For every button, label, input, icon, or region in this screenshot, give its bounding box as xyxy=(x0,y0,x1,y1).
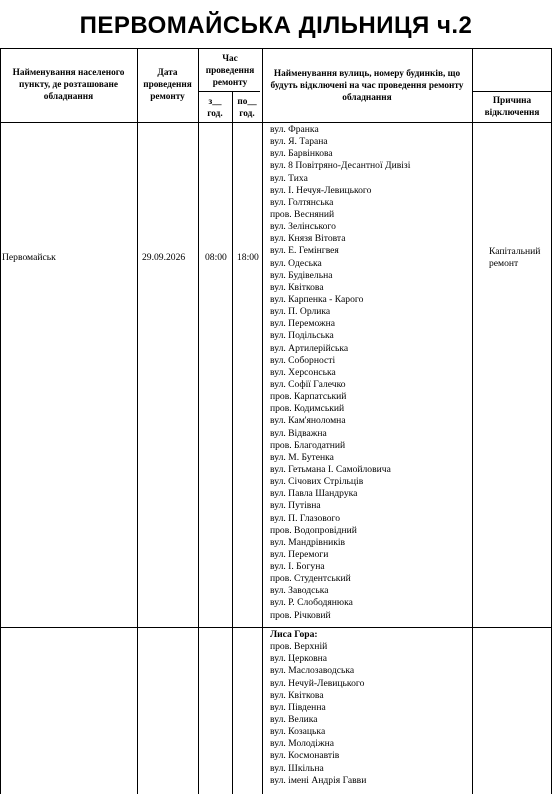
street-item: вул. Січових Стрільців xyxy=(270,476,364,488)
street-item: вул. М. Бутенка xyxy=(270,451,334,463)
street-item: вул. Голтянська xyxy=(270,196,334,208)
header-time-from: з__ год. xyxy=(207,97,223,119)
column-divider xyxy=(472,48,473,794)
street-item: вул. Мандрівників xyxy=(270,536,346,548)
date-cell: 29.09.2026 xyxy=(142,252,186,263)
street-item: вул. Князя Вітовта xyxy=(270,233,346,245)
street-item: вул. Зелінського xyxy=(270,221,336,233)
street-item: вул. Космонавтів xyxy=(270,750,340,762)
street-item: пров. Річковий xyxy=(270,609,331,621)
street-item: вул. Соборності xyxy=(270,354,336,366)
street-item: вул. Шкільна xyxy=(270,762,324,774)
street-item: вул. Павла Шандрука xyxy=(270,488,358,500)
street-list-lysa-hora xyxy=(270,629,366,787)
street-item: вул. Я. Тарана xyxy=(270,136,328,148)
street-item: вул. Р. Слободянюка xyxy=(270,597,353,609)
reason-header-top-border xyxy=(472,91,552,92)
street-item: вул. Заводська xyxy=(270,585,329,597)
street-item: вул. П. Глазового xyxy=(270,512,341,524)
table-top-border xyxy=(0,48,552,49)
header-date: Дата проведення ремонту xyxy=(143,68,192,102)
street-item: вул. Маслозаводська xyxy=(270,665,355,677)
street-item: вул. Херсонська xyxy=(270,366,336,378)
header-time: Час проведення ремонту xyxy=(205,54,255,88)
street-item: вул. Нечуй-Левицького xyxy=(270,677,365,689)
street-item: пров. Благодатний xyxy=(270,439,346,451)
street-item: вул. Перемоги xyxy=(270,548,329,560)
street-item: вул. Артилерійська xyxy=(270,342,349,354)
street-item: вул. Франка xyxy=(270,124,319,135)
street-item: вул. Барвінкова xyxy=(270,148,333,160)
street-item: вул. І. Богуна xyxy=(270,561,325,573)
street-item: вул. Будівельна xyxy=(270,269,333,281)
column-divider xyxy=(232,91,233,794)
street-item: вул. Молодіжна xyxy=(270,738,334,750)
street-item: вул. І. Нечуя-Левицького xyxy=(270,184,372,196)
street-item: пров. Верхній xyxy=(270,641,328,653)
row-divider xyxy=(0,627,552,628)
time-header-divider xyxy=(198,91,260,92)
street-item: вул. Подільська xyxy=(270,330,334,342)
street-item: пров. Весняний xyxy=(270,208,335,220)
time-from-cell: 08:00 xyxy=(205,252,227,263)
reason-cell: Капітальний ремонт xyxy=(489,246,541,269)
street-item: пров. Карпатський xyxy=(270,391,347,403)
header-settlement: Найменування населеного пункту, де розташоване обладнання xyxy=(12,68,125,102)
column-divider xyxy=(137,48,138,794)
time-to-cell: 18:00 xyxy=(237,252,259,263)
street-item: вул. Козацька xyxy=(270,726,326,738)
street-item: вул. Софії Галечко xyxy=(270,378,346,390)
header-time-to: по__ год. xyxy=(237,97,257,119)
street-item: пров. Студентський xyxy=(270,573,351,585)
street-item: вул. Путівна xyxy=(270,500,321,512)
street-item: вул. Переможна xyxy=(270,318,336,330)
street-item: вул. Південна xyxy=(270,701,326,713)
street-group-heading: Лиса Гора: xyxy=(270,629,318,640)
street-list xyxy=(270,124,410,622)
header-bottom-border xyxy=(0,122,552,123)
street-item: вул. Велика xyxy=(270,713,318,725)
street-item: вул. Квіткова xyxy=(270,281,324,293)
street-item: вул. Гетьмана І. Самойловича xyxy=(270,463,391,475)
street-item: вул. 8 Повітряно-Десантної Дивізі xyxy=(270,160,411,172)
street-item: вул. Церковна xyxy=(270,653,328,665)
header-streets: Найменування вулиць, номеру будинків, що будуть відключені на час проведення ремонту обладнання xyxy=(270,69,464,103)
street-item: вул. імені Андрія Гавви xyxy=(270,774,367,786)
street-item: вул. Карпенка - Карого xyxy=(270,293,364,305)
street-item: вул. Одеська xyxy=(270,257,322,269)
street-item: вул. Квіткова xyxy=(270,689,324,701)
street-item: пров. Кодимський xyxy=(270,403,345,415)
street-item: вул. Відважна xyxy=(270,427,327,439)
street-item: вул. Е. Гемінгвея xyxy=(270,245,339,257)
header-reason: Причина відключення xyxy=(484,96,540,118)
settlement-cell: Первомайськ xyxy=(2,252,56,263)
street-item: вул. Кам'яноломна xyxy=(270,415,346,427)
column-divider xyxy=(198,48,199,794)
column-divider xyxy=(262,48,263,794)
street-item: пров. Водопровідний xyxy=(270,524,357,536)
street-item: вул. Тиха xyxy=(270,172,308,184)
table-left-border xyxy=(0,48,1,794)
street-item: вул. П. Орлика xyxy=(270,306,331,318)
page-title: ПЕРВОМАЙСЬКА ДІЛЬНИЦЯ ч.2 xyxy=(79,12,473,39)
